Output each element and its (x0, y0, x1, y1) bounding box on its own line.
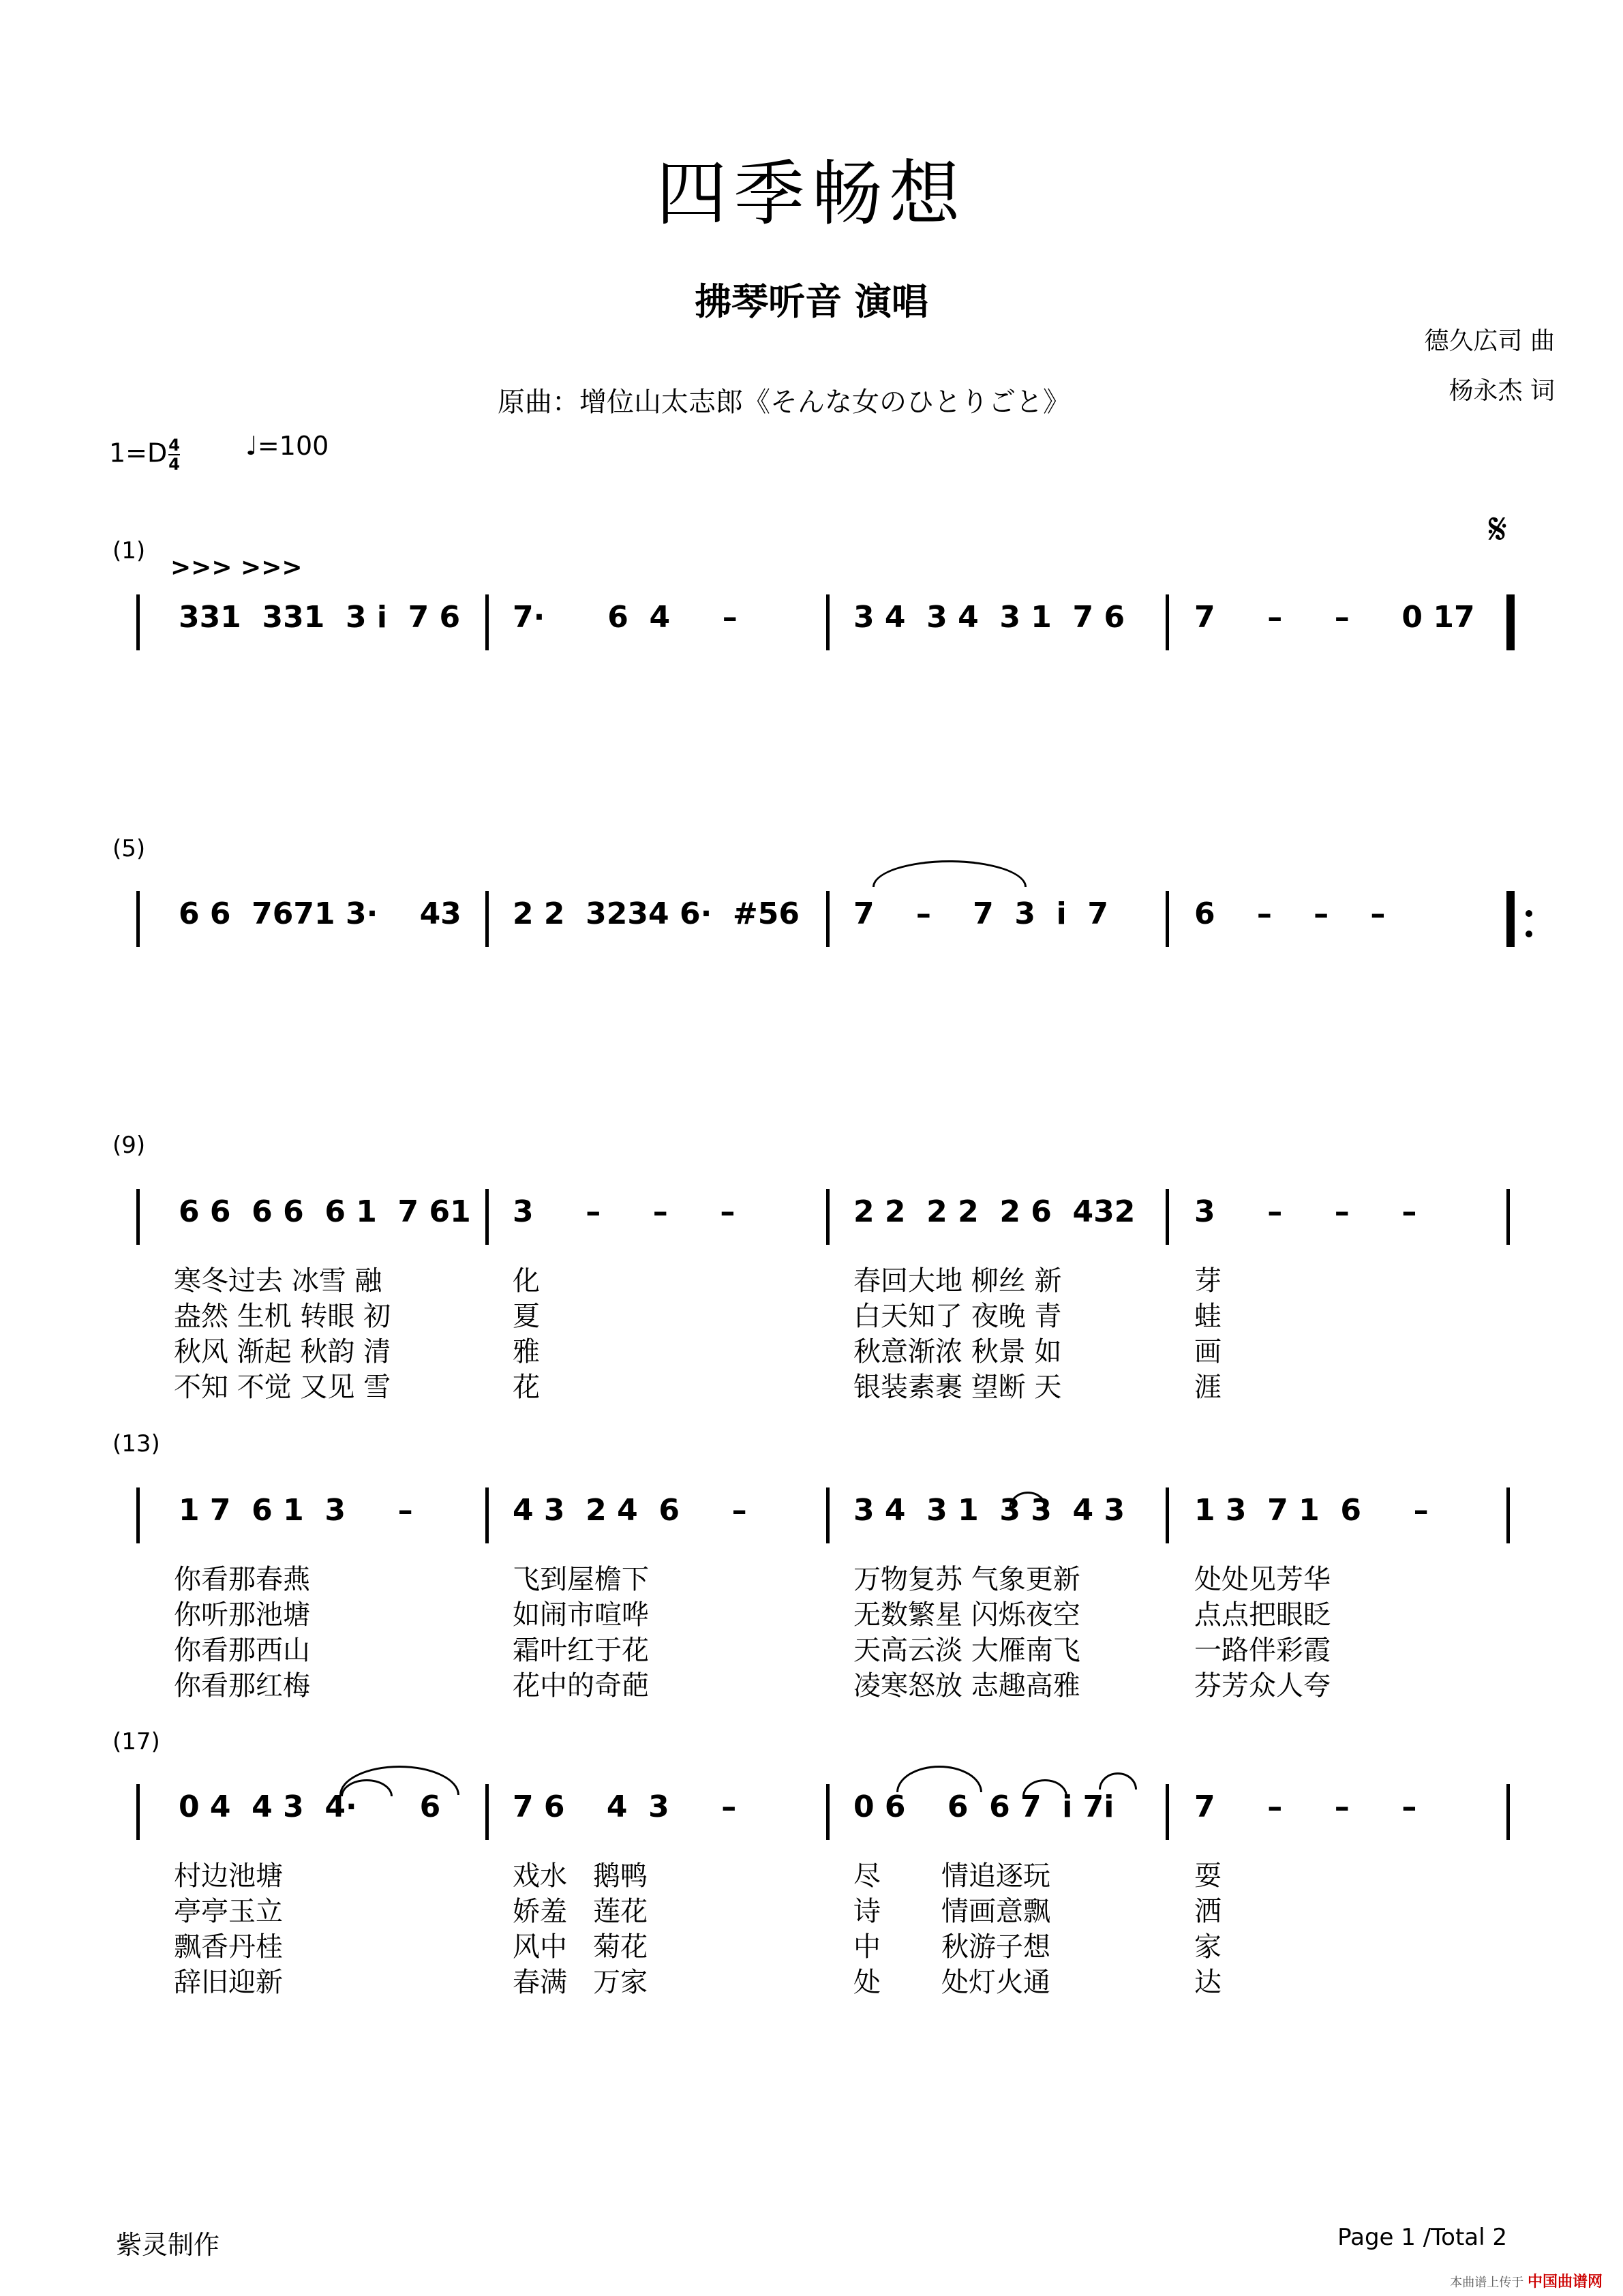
lyric-line: 芽 (1194, 1265, 1222, 1297)
lyric-line: 夏 (513, 1301, 540, 1332)
lyric-line: 风中 菊花 (513, 1931, 648, 1963)
lyric-line: 耍 (1194, 1860, 1222, 1892)
tie-slur (339, 1766, 459, 1795)
barline (485, 594, 489, 650)
lyric-line: 飞到屋檐下 (513, 1564, 649, 1595)
barline (1166, 1189, 1169, 1245)
barline (1166, 1784, 1169, 1840)
measure-notes: 2 2 2 2 2 6 432 (853, 1194, 1136, 1229)
lyric-line: 点点把眼眨 (1194, 1599, 1331, 1631)
lyric-line: 诗 情画意飘 (853, 1896, 1051, 1927)
measure-notes: 6 – – – (1194, 896, 1386, 931)
lyric-line: 尽 情追逐玩 (853, 1860, 1051, 1892)
barline (136, 1784, 140, 1840)
barline (1166, 891, 1169, 947)
lyric-line: 春满 万家 (513, 1967, 648, 1998)
lyric-line: 你听那池塘 (174, 1599, 310, 1631)
lyric-line: 飘香丹桂 (174, 1931, 283, 1963)
original-song-note: 原曲：增位山太志郎《そんな女のひとりごと》 (498, 387, 1070, 418)
barline (136, 1487, 140, 1543)
barline (136, 594, 140, 650)
measure-notes: 7 – – – (1194, 1789, 1417, 1824)
barline (1506, 1487, 1510, 1543)
lyric-line: 村边池塘 (174, 1860, 283, 1892)
lyric-line: 蛙 (1194, 1301, 1222, 1332)
tie-slur (1099, 1772, 1137, 1789)
lyric-line: 亭亭玉立 (174, 1896, 283, 1927)
measure-notes: 1 7 6 1 3 – (179, 1493, 413, 1528)
barline (136, 891, 140, 947)
composer-credit: 德久広司 曲 (1424, 327, 1555, 355)
lyric-line: 处处见芳华 (1194, 1564, 1331, 1595)
lyric-line: 你看那春燕 (174, 1564, 310, 1595)
lyric-line: 秋风 渐起 秋韵 清 (174, 1336, 391, 1368)
time-signature (168, 436, 180, 473)
measure-number: (13) (112, 1430, 160, 1457)
performer-subtitle: 拂琴听音 演唱 (695, 280, 928, 323)
lyricist-credit: 杨永杰 词 (1448, 377, 1555, 405)
tie-slur (896, 1766, 982, 1792)
measure-notes: 7 – 7 3 i 7 (853, 896, 1108, 931)
score-title: 四季畅想 (656, 152, 967, 235)
barline (1506, 1189, 1510, 1245)
measure-number: (9) (112, 1132, 146, 1159)
measure-number: (1) (112, 537, 146, 564)
time-denominator: 4 (168, 455, 180, 474)
measure-notes: 0 6 6 6 7 i 7i (853, 1789, 1114, 1824)
accent-marks: >>> >>> (170, 554, 303, 581)
measure-notes: 331 331 3 i 7 6 (179, 600, 461, 635)
lyric-line: 如闹市喧哗 (513, 1599, 649, 1631)
barline (1506, 1784, 1510, 1840)
measure-notes: 3 – – – (1194, 1194, 1417, 1229)
measure-notes: 2 2 3234 6· #56 (513, 896, 800, 931)
time-numerator: 4 (168, 436, 180, 455)
lyric-line: 涯 (1194, 1372, 1222, 1403)
measure-number: (5) (112, 835, 146, 862)
lyric-line: 万物复苏 气象更新 (853, 1564, 1080, 1595)
key-signature (109, 436, 180, 473)
lyric-line: 白天知了 夜晚 青 (853, 1301, 1062, 1332)
lyric-line: 你看那红梅 (174, 1670, 310, 1702)
measure-notes: 0 4 4 3 4· 6 (179, 1789, 441, 1824)
lyric-line: 中 秋游子想 (853, 1931, 1051, 1963)
lyric-line: 不知 不觉 又见 雪 (174, 1372, 391, 1403)
lyric-line: 花 (513, 1372, 540, 1403)
lyric-line: 洒 (1194, 1896, 1222, 1927)
footer-maker: 紫灵制作 (116, 2230, 220, 2260)
tie-slur (873, 860, 1027, 887)
segno-icon: 𝄋 (1488, 504, 1507, 555)
measure-notes: 6 6 7671 3· 43 (179, 896, 461, 931)
lyric-line: 戏水 鹅鸭 (513, 1860, 648, 1892)
barline (485, 891, 489, 947)
lyric-line: 家 (1194, 1931, 1222, 1963)
measure-notes: 3 4 3 4 3 1 7 6 (853, 600, 1125, 635)
lyric-line: 娇羞 莲花 (513, 1896, 648, 1927)
measure-notes: 1 3 7 1 6 – (1194, 1493, 1429, 1528)
lyric-line: 你看那西山 (174, 1635, 310, 1666)
barline (826, 1487, 830, 1543)
lyric-line: 一路伴彩霞 (1194, 1635, 1331, 1666)
barline (485, 1189, 489, 1245)
lyric-line: 天高云淡 大雁南飞 (853, 1635, 1080, 1666)
lyric-line: 寒冬过去 冰雪 融 (174, 1265, 382, 1297)
measure-number: (17) (112, 1728, 160, 1755)
lyric-line: 银装素裹 望断 天 (853, 1372, 1062, 1403)
barline (826, 891, 830, 947)
barline (485, 1784, 489, 1840)
lyric-line: 辞旧迎新 (174, 1967, 283, 1998)
lyric-line: 盎然 生机 转眼 初 (174, 1301, 391, 1332)
lyric-line: 花中的奇葩 (513, 1670, 649, 1702)
barline (826, 594, 830, 650)
credit-prefix: 本曲谱上传于 (1450, 2276, 1524, 2290)
lyric-line: 凌寒怒放 志趣高雅 (853, 1670, 1080, 1702)
lyric-line: 春回大地 柳丝 新 (853, 1265, 1062, 1297)
lyric-line: 霜叶红于花 (513, 1635, 649, 1666)
lyric-line: 达 (1194, 1967, 1222, 1998)
lyric-line: 雅 (513, 1336, 540, 1368)
measure-notes: 7 – – 0 17 (1194, 600, 1475, 635)
repeat-dot (1526, 910, 1532, 917)
barline (136, 1189, 140, 1245)
page-indicator: Page 1 /Total 2 (1337, 2224, 1507, 2251)
lyric-line: 化 (513, 1265, 540, 1297)
measure-notes: 7· 6 4 – (513, 600, 738, 635)
repeat-dot (1526, 931, 1532, 937)
barline (1506, 891, 1515, 947)
lyric-line: 秋意渐浓 秋景 如 (853, 1336, 1062, 1368)
site-logo: 中国曲谱网 (1527, 2274, 1603, 2291)
barline (826, 1189, 830, 1245)
tempo-marking: ♩=100 (245, 431, 329, 461)
lyric-line: 无数繁星 闪烁夜空 (853, 1599, 1080, 1631)
barline (485, 1487, 489, 1543)
measure-notes: 6 6 6 6 6 1 7 61 (179, 1194, 471, 1229)
lyric-line: 芬芳众人夸 (1194, 1670, 1331, 1702)
measure-notes: 7 6 4 3 – (513, 1789, 737, 1824)
measure-notes: 3 – – – (513, 1194, 735, 1229)
key-prefix: 1=D (109, 438, 168, 468)
barline (1166, 1487, 1169, 1543)
upload-credit (1450, 2270, 1603, 2291)
barline (1506, 594, 1515, 650)
tie-slur (1022, 1779, 1067, 1796)
measure-notes: 4 3 2 4 6 – (513, 1493, 747, 1528)
measure-notes: 3 4 3 1 3 3 4 3 (853, 1493, 1125, 1528)
lyric-line: 处 处灯火通 (853, 1967, 1051, 1998)
barline (1166, 594, 1169, 650)
barline (826, 1784, 830, 1840)
lyric-line: 画 (1194, 1336, 1222, 1368)
